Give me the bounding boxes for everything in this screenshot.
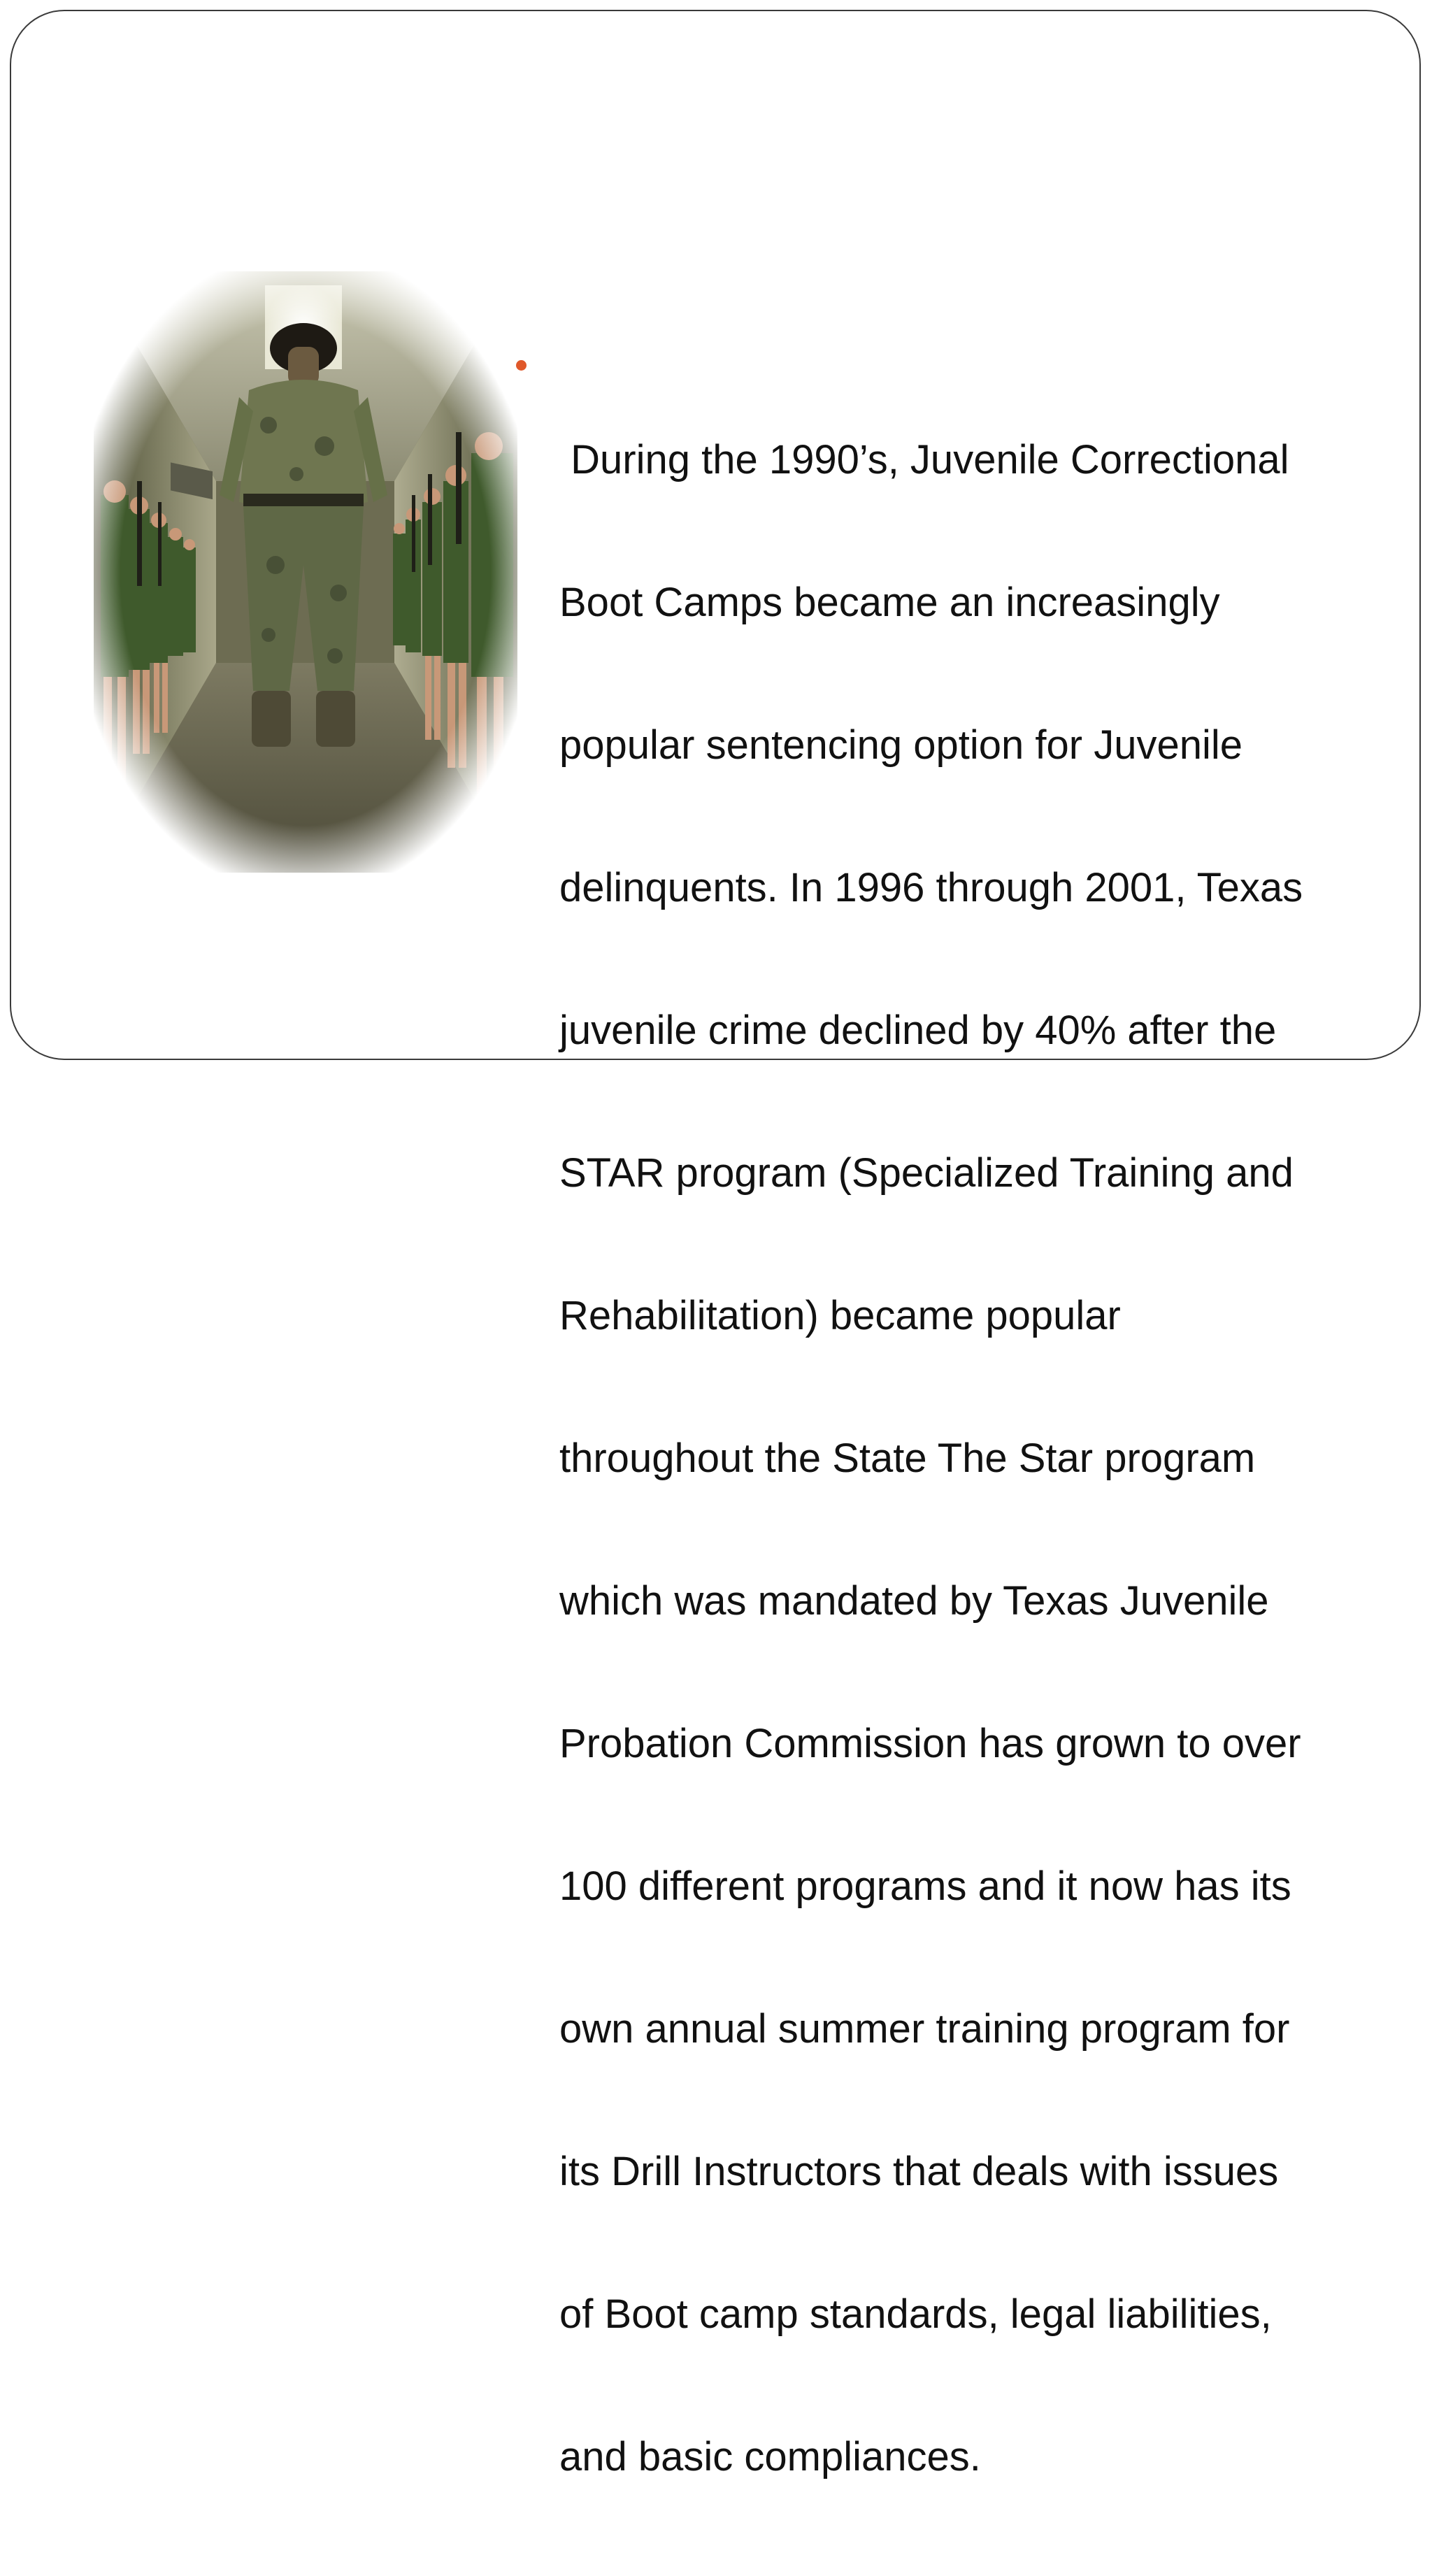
bullet-line: which was mandated by Texas Juvenile <box>559 1578 1269 1624</box>
drill-instructor-image <box>94 271 517 873</box>
bullet-item <box>516 341 1390 2576</box>
bullet-dot-icon <box>516 360 527 371</box>
bullet-line: juvenile crime declined by 40% after the <box>559 1008 1277 1053</box>
bullet-line: popular sentencing option for Juvenile <box>559 722 1243 768</box>
bullet-line: its Drill Instructors that deals with issues <box>559 2149 1279 2194</box>
bullet-list <box>516 341 1390 2576</box>
bullet-line: 100 different programs and it now has its <box>559 1863 1291 1909</box>
bullet-line: During the 1990’s, Juvenile Correctional <box>559 437 1289 482</box>
boot-camp-photo <box>94 271 517 873</box>
bullet-line: STAR program (Specialized Training and <box>559 1150 1294 1196</box>
bullet-line: own annual summer training program for <box>559 2006 1290 2052</box>
bullet-text <box>559 341 1390 2576</box>
bullet-line: throughout the State The Star program <box>559 1436 1256 1481</box>
bullet-line: Boot Camps became an increasingly <box>559 580 1220 625</box>
bullet-line: Rehabilitation) became popular <box>559 1293 1121 1338</box>
bullet-line: Probation Commission has grown to over <box>559 1721 1301 1766</box>
bullet-line: delinquents. In 1996 through 2001, Texas <box>559 865 1303 910</box>
bullet-line: of Boot camp standards, legal liabilities, <box>559 2291 1272 2337</box>
bullet-line: and basic compliances. <box>559 2434 981 2480</box>
